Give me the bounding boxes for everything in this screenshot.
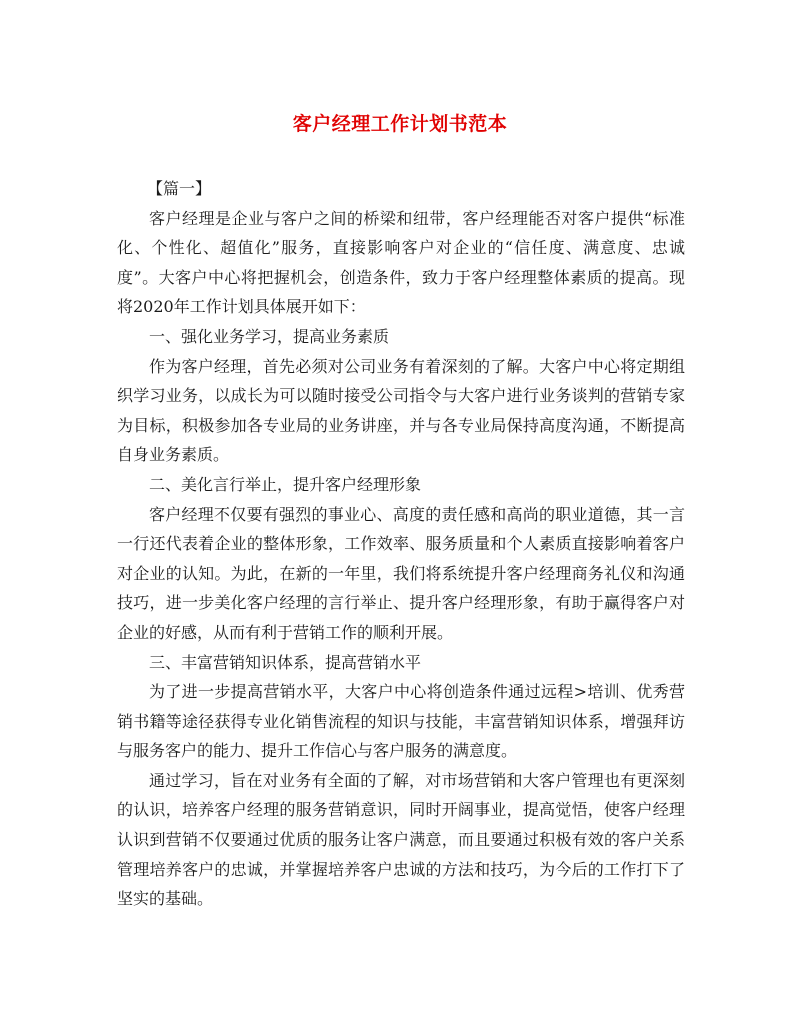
paragraph-four: 通过学习，旨在对业务有全面的了解，对市场营销和大客户管理也有更深刻的认识，培养客户经理的服务营销意识，同时开阔事业，提高觉悟，使客户经理认识到营销不仅要通过优质的服务让客户满意，而且要通过积极有效的客户关系管理培养客户的忠诚，并掌握培养客户忠诚的方法和技巧，为今后的工作打下了坚实的基础。	[117, 770, 685, 909]
paragraph-three: 为了进一步提高营销水平，大客户中心将创造条件通过远程>培训、优秀营销书籍等途径获得专业化销售流程的知识与技能，丰富营销知识体系，增强拜访与服务客户的能力、提升工作信心与客户服务的满意度。	[117, 682, 685, 761]
heading-three: 三、丰富营销知识体系，提高营销水平	[149, 652, 422, 672]
heading-one: 一、强化业务学习，提高业务素质	[149, 326, 390, 346]
document-body	[117, 174, 685, 914]
document-title: 客户经理工作计划书范本	[292, 113, 508, 135]
paragraph-intro: 客户经理是企业与客户之间的桥梁和纽带，客户经理能否对客户提供“标准化、个性化、超值化”服务，直接影响客户对企业的“信任度、满意度、忠诚度”。大客户中心将把握机会，创造条件，致力于客户经理整体素质的提高。现将2020年工作计划具体展开如下：	[117, 208, 685, 317]
section-label: 【篇一】	[147, 179, 212, 198]
paragraph-two: 客户经理不仅要有强烈的事业心、高度的责任感和高尚的职业道德，其一言一行还代表着企业的整体形象，工作效率、服务质量和个人素质直接影响着客户对企业的认知。为此，在新的一年里，我们将系统提升客户经理商务礼仪和沟通技巧，进一步美化客户经理的言行举止、提升客户经理形象，有助于赢得客户对企业的好感，从而有利于营销工作的顺利开展。	[117, 504, 685, 642]
paragraph-one: 作为客户经理，首先必须对公司业务有着深刻的了解。大客户中心将定期组织学习业务，以成长为可以随时接受公司指令与大客户进行业务谈判的营销专家为目标，积极参加各专业局的业务讲座，并与各专业局保持高度沟通，不断提高自身业务素质。	[117, 356, 685, 465]
heading-two: 二、美化言行举止，提升客户经理形象	[149, 474, 422, 494]
